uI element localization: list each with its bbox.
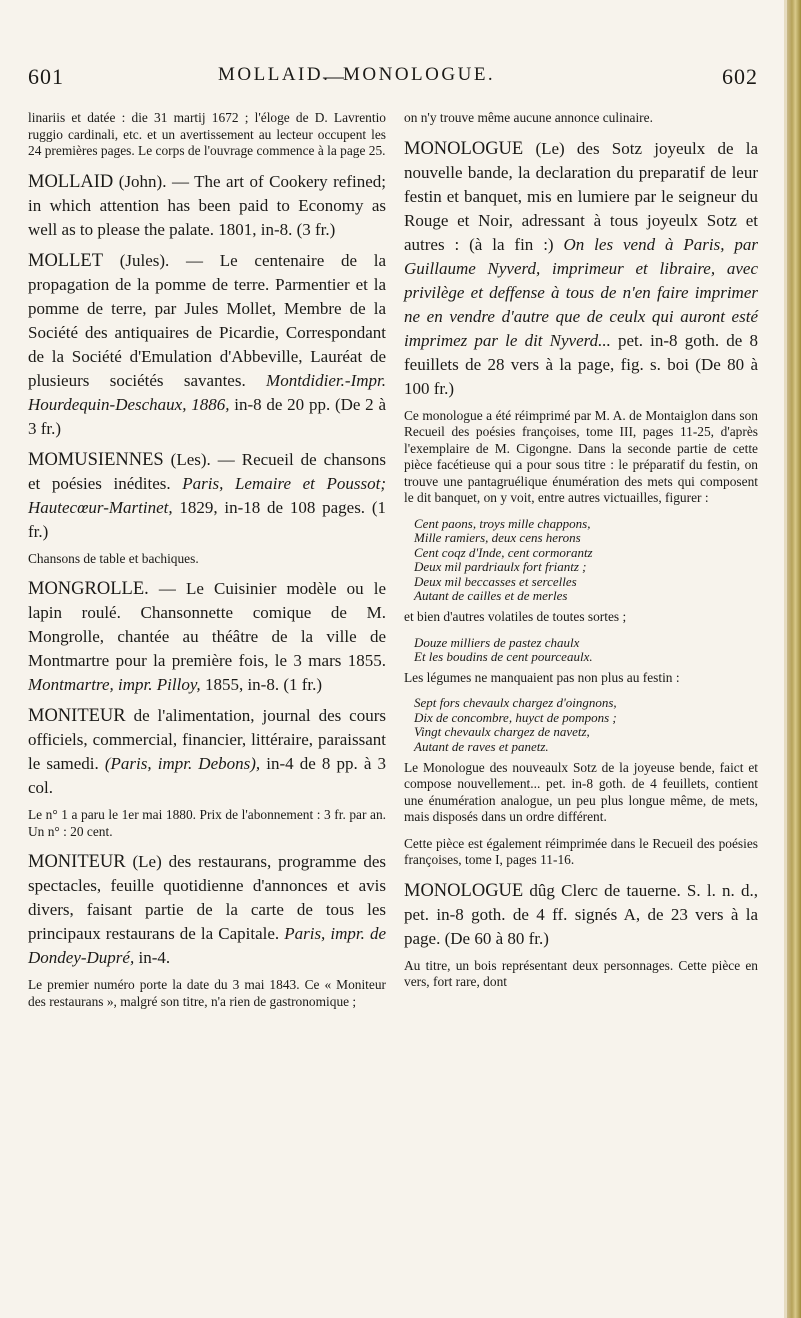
entry-imprint: (Paris, impr. Debons), [104,754,261,773]
entry-heading: MONGROLLE. [28,579,149,599]
entry-moniteur-restaurans [28,850,386,970]
verse-line: Dix de concombre, huyct de pompons ; [414,709,617,725]
entry-text: (Le) des restaurans, programme des spectacles, feuille quotidienne d'annonces et avis divers, faisant partie de la carte de tous les principaux restaurans de la Capitale. [28,852,386,943]
verse-line: Autant de cailles et de merles [414,588,568,604]
entry-text: 1829, in-18 de 108 pages. (1 fr.) [28,497,386,541]
entry-mollet [28,249,386,441]
verse-line: Douze milliers de pastez chaulx [414,634,580,650]
verse-line: Et les boudins de cent pourceaulx. [414,649,593,665]
entry-heading: MONITEUR [28,706,126,726]
entry-note: Chansons de table et bachiques. [28,550,199,566]
entry-heading: MONOLOGUE [404,880,524,901]
entry-heading: MOMUSIENNES [28,449,164,470]
verse-line: Vingt chevaulx chargez de navetz, [414,724,590,740]
verse-line: Deux mil beccasses et sercelles [414,573,577,589]
verse-line: Autant de raves et panetz. [414,739,549,755]
entry-text: — Le Cuisinier modèle ou le lapin roulé. Chansonnette comique de M. Mongrolle, chantée au théâtre de la ville de Montmartre pour la première fois, le 3 mars 1855. [28,579,386,670]
entry-text: pet. in-8 goth. de 8 feuillets de 28 vers à la page, fig. s. boi (De 80 à 100 fr.) [404,330,758,398]
entry-text: de l'alimentation, journal des cours officiels, commercial, financier, littéraire, paraissant le samedi. [28,706,386,773]
entry-heading: MONOLOGUE [404,138,524,159]
entry-text: (Jules). — Le centenaire de la propagation de la pomme de terre. Parmentier et la pomme de terre, par Jules Mollet, Membre de la Société des antiquaires de Picardie, Correspondant de la Société d'Emulation d'Abbeville, Lauréat de plusieurs sociétés savantes. [28,250,386,390]
entry-momusiennes [28,448,386,544]
right-page-number: 602 [722,64,758,89]
entry-note: Le premier numéro porte la date du 3 mai 1843. Ce « Moniteur des restaurans », malgré son titre, n'a rien de gastronomique ; [28,977,386,1009]
entry-note: et bien d'autres volatiles de toutes sortes ; [404,609,627,625]
continuation-paragraph: on n'y trouve même aucune annonce culinaire. [404,110,653,125]
entry-text: (John). — The art of Cookery refined; in which attention has been paid to Economy as well as to please the palate. 1801, in-8. (3 fr.) [28,171,386,239]
entry-mongrolle [28,577,386,697]
entry-imprint: Paris, Lemaire et Poussot; Hautecœur-Martinet, [28,473,386,517]
entry-text: in-4. [134,948,171,967]
verse-quote [414,517,758,605]
entry-note: Le n° 1 a paru le 1er mai 1880. Prix de l'abonnement : 3 fr. par an. Un n° : 20 cent. [28,807,386,839]
right-column [404,110,758,1001]
continuation-paragraph: linariis et datée : die 31 martij 1672 ; l'éloge de D. Lavrentio ruggio cardinali, etc. et un avertissement au lecteur occupent les 24 premières pages. Le corps de l'ouvrage commence à la page 25. [28,110,386,158]
entry-text: 1855, in-8. (1 fr.) [200,675,323,694]
entry-text: in-4 de 8 pp. à 3 col. [28,754,386,797]
left-running-title: MOLLAID. [218,64,331,85]
verse-quote [414,636,758,665]
running-header [28,64,758,94]
entry-heading: MOLLET [28,250,104,271]
right-running-title: MONOLOGUE. [343,64,496,85]
entry-heading: MONITEUR [28,852,126,872]
entry-note: Le Monologue des nouveaulx Sotz de la joyeuse bende, faict et compose nouvellement... pet. in-8 goth. de 4 feuillets, contient une énumération analogue, un peu plus longue même, de mets, mais disposés dans un ordre différent. [404,759,758,825]
entry-imprint: On les vend à Paris, par Guillaume Nyverd, imprimeur et libraire, avec privilège et deffense à tous de n'en faire imprimer ne en vendre d'autre que de ceulx qui auront esté imprimez par le dit Nyverd... [404,234,758,350]
entry-note: Au titre, un bois représentant deux personnages. Cette pièce en vers, fort rare, dont [404,957,758,990]
verse-line: Deux mil pardriaulx fort friantz ; [414,559,587,575]
header-dash: — [323,64,345,88]
entry-imprint: Paris, impr. de Dondey-Dupré, [28,924,386,967]
entry-imprint: Montmartre, impr. Pilloy, [28,675,201,694]
entry-moniteur-alimentation [28,704,386,800]
entry-heading: MOLLAID [28,171,114,192]
entry-note: Les légumes ne manquaient pas non plus au festin : [404,669,680,685]
entry-mollaid [28,170,386,242]
entry-monologue-sotz [404,137,758,401]
verse-line: Mille ramiers, deux cens herons [414,530,581,546]
entry-imprint: Montdidier.-Impr. Hourdequin-Deschaux, 1886, [28,370,386,414]
verse-line: Cent coqz d'Inde, cent cormorantz [414,544,593,560]
entry-note: Cette pièce est également réimprimée dans le Recueil des poésies françoises, tome I, pages 11-16. [404,835,758,868]
verse-line: Sept fors chevaulx chargez d'oingnons, [414,695,617,711]
entry-text: (Les). — Recueil de chansons et poésies inédites. [28,449,386,493]
verse-quote [414,696,758,754]
entry-monologue-clerc [404,879,758,951]
verse-line: Cent paons, troys mille chappons, [414,515,591,531]
entry-text: (Le) des Sotz joyeulx de la nouvelle bande, la declaration du preparatif de leur festin et banquet, mis en lumiere par le seigneur du Rouge et Noir, adressant à tous joyeulx Sotz et autres : (à la fin :) [404,138,758,254]
gilt-page-edge [787,0,801,1318]
entry-text: in-8 de 20 pp. (De 2 à 3 fr.) [28,394,386,438]
entry-text: dûg Clerc de tauerne. S. l. n. d., pet. in-8 goth. de 4 ff. signés A, de 23 vers à la page. (De 60 à 80 fr.) [404,880,758,948]
left-page-number: 601 [28,64,64,89]
left-column [28,110,386,1020]
entry-note: Ce monologue a été réimprimé par M. A. de Montaiglon dans son Recueil des poésies françoises, tome III, pages 11-25, d'après l'exemplaire de M. Cigongne. Dans la seconde partie de cette pièce facétieuse qui a pour sous titre : le préparatif du festin, on trouve une pantagruélique énumération des mets qui composent le dit banquet, on y voit, entre autres victuailles, figurer : [404,407,758,505]
